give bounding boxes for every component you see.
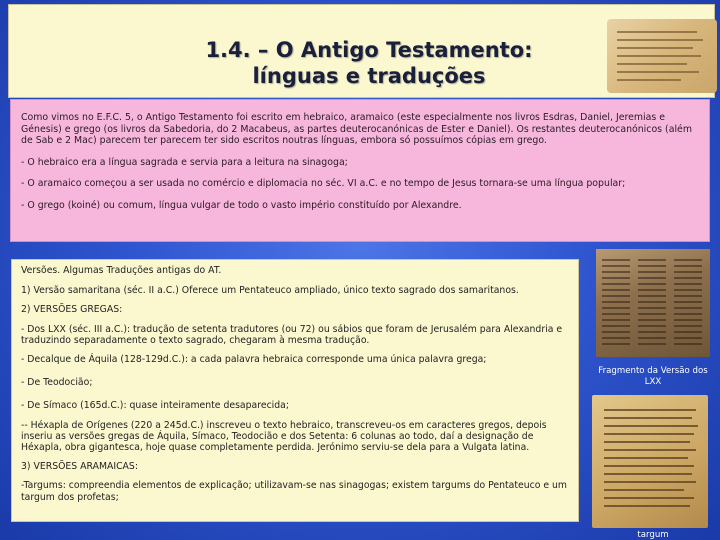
aramaic-bullet: - O aramaico começou a ser usada no comércio e diplomacia no séc. VI a.C. e no tempo de Jesus tornara-se uma língua popular; <box>21 178 626 189</box>
aramaic-versions-heading: 3) VERSÕES ARAMAICAS: <box>21 461 138 473</box>
greek-versions-heading: 2) VERSÕES GREGAS: <box>21 304 123 316</box>
hexapla-version: -- Héxapla de Orígenes (220 a 245d.C.) inscreveu o texto hebraico, transcreveu-os em caracteres gregos, depois inseriu as versões gregas de Áquila, Símaco, Teodocião e dos Setenta: 6 colunas ao todo, daí a designação de Héxapla, obra gigantesca, hoje quase completamente perdida. Jerónimo serviu-se dela para a Vulgata latina. <box>21 419 547 454</box>
title-line-1: 1.4. – O Antigo Testamento: <box>205 38 533 62</box>
lxx-fragment-image <box>596 249 710 357</box>
hebrew-scroll-image <box>607 19 717 93</box>
lxx-version: - Dos LXX (séc. III a.C.): tradução de setenta tradutores (ou 72) ou sábios que foram de Jerusalém para Alexandria e traduzindo separadamente o texto sagrado, chegaram à mesma tradução. <box>21 323 563 346</box>
teodocio-version: - De Teodocião; <box>21 377 93 389</box>
versions-panel <box>11 259 579 522</box>
intro-paragraph: Como vimos no E.F.C. 5, o Antigo Testamento foi escrito em hebraico, aramaico (este especialmente nos livros Esdras, Daniel, Jeremias e Génesis) e grego (os livros da Sabedoria, do 2 Macabeus, as partes deuterocanónicas de Ester e Daniel). Os restantes deuterocanónicos (além de Sab e 2 Mac) parecem ter parecem ter sido escritos noutras línguas, embora só possuímos cópias em grego. <box>21 112 692 146</box>
versions-heading: Versões. Algumas Traduções antigas do AT. <box>21 265 222 276</box>
targum-caption: targum <box>637 530 669 540</box>
slide-title <box>159 37 579 89</box>
aquila-version: - Decalque de Áquila (128-129d.C.): a cada palavra hebraica corresponde uma única palavra grega; <box>21 354 487 366</box>
lxx-fragment-caption: Fragmento da Versão dos LXX <box>598 366 708 387</box>
hebrew-bullet: - O hebraico era a língua sagrada e servia para a leitura na sinagoga; <box>21 156 348 168</box>
targums-version: -Targums: compreendia elementos de explicação; utilizavam-se nas sinagogas; existem targums do Pentateuco e um targum dos profetas; <box>21 480 567 503</box>
samaritan-version: 1) Versão samaritana (séc. II a.C.) Oferece um Pentateuco ampliado, único texto sagrado dos samaritanos. <box>21 285 519 297</box>
title-panel <box>8 4 715 98</box>
targum-manuscript-image <box>592 395 708 528</box>
simaco-version: - De Símaco (165d.C.): quase inteiramente desaparecida; <box>21 400 289 412</box>
intro-panel <box>10 99 710 242</box>
title-line-2: línguas e traduções <box>252 64 486 88</box>
greek-bullet: - O grego (koiné) ou comum, língua vulgar de todo o vasto império constituído por Alexandre. <box>21 199 462 211</box>
